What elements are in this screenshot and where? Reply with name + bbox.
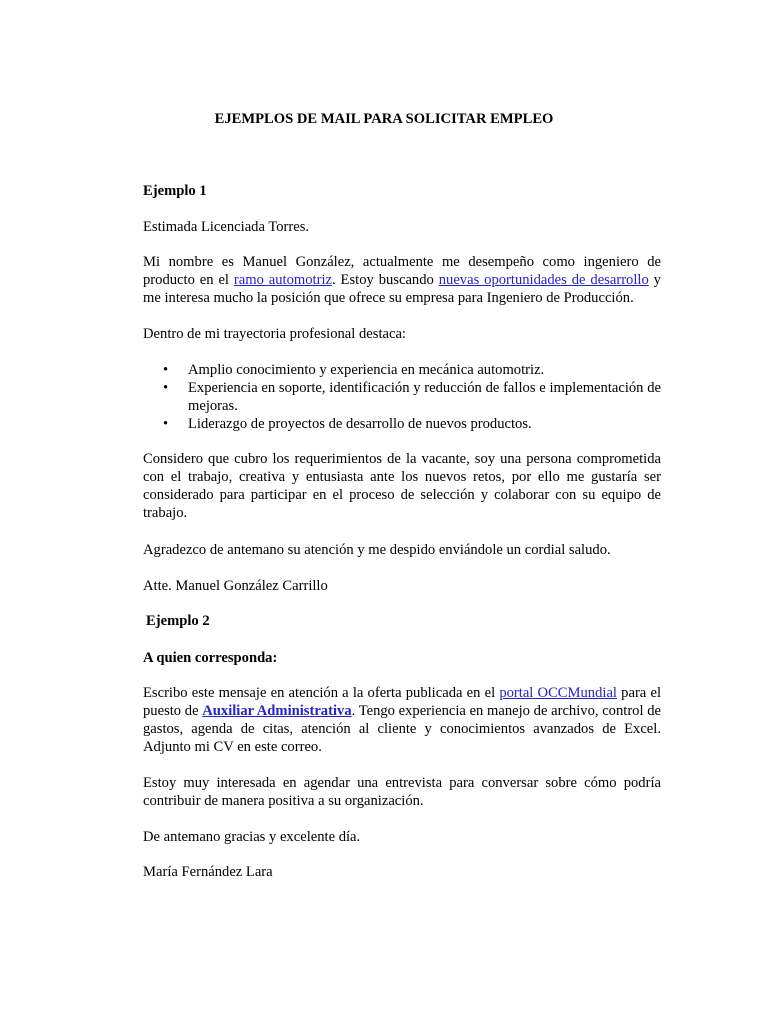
example1-bullet-list [143,361,661,433]
nuevas-oportunidades-link[interactable]: nuevas oportunidades de desarrollo [438,272,649,288]
example1-paragraph-agradezco: Agradezco de antemano su atención y me despido enviándole un cordial saludo. [143,542,611,558]
example2-paragraph-intro [143,684,661,756]
auxiliar-administrativa-link[interactable]: Auxiliar Administrativa [202,703,352,719]
list-item [143,361,661,379]
example1-greeting: Estimada Licenciada Torres. [143,219,310,235]
portal-occmundial-link[interactable]: portal OCCMundial [499,685,617,701]
bullet-text: Amplio conocimiento y experiencia en mecánica automotriz. [188,362,545,378]
example2-intro-text-3: . Tengo experiencia en manejo de archivo, control de gastos, agenda de citas, atención al cliente y conocimientos avanzados de Excel. Adjunto mi CV en este correo. [143,703,661,755]
example2-paragraph-interesada: Estoy muy interesada en agendar una entrevista para conversar sobre cómo podría contribuir de manera positiva a su organización. [143,775,661,809]
example1-intro-text-2: . Estoy buscando [332,272,439,288]
list-item [143,379,661,415]
bullet-icon: • [163,362,169,378]
example2-paragraph-gracias: De antemano gracias y excelente día. [143,829,361,845]
example2-greeting: A quien corresponda: [143,650,278,666]
example2-heading: Ejemplo 2 [146,613,210,629]
example1-heading: Ejemplo 1 [143,183,207,199]
bullet-text: Liderazgo de proyectos de desarrollo de nuevos productos. [188,416,532,432]
example2-signature: María Fernández Lara [143,864,273,880]
example2-intro-text-2: para el puesto de [143,685,661,719]
list-item [143,415,661,433]
example1-intro-text-1: Mi nombre es Manuel González, actualmente me desempeño como ingeniero de producto en el [143,254,661,288]
example1-intro-text-3: y me interesa mucho la posición que ofrece su empresa para Ingeniero de Producción. [143,272,661,306]
ramo-automotriz-link[interactable]: ramo automotriz [233,272,332,288]
example1-signature: Atte. Manuel González Carrillo [143,578,328,594]
example1-paragraph-considero: Considero que cubro los requerimientos de la vacante, soy una persona comprometida con el trabajo, creativa y entusiasta ante los nuevos retos, por ello me gustaría ser considerado para participar en el proceso de selección y colaborar con su equipo de trabajo. [143,451,661,521]
document-title: EJEMPLOS DE MAIL PARA SOLICITAR EMPLEO [214,111,554,127]
bullet-text: Experiencia en soporte, identificación y reducción de fallos e implementación de mejoras. [188,380,661,414]
bullet-icon: • [163,380,169,396]
example1-paragraph-intro [143,253,661,307]
example2-intro-text-1: Escribo este mensaje en atención a la oferta publicada en el [143,685,500,701]
bullet-icon: • [163,416,169,432]
example1-paragraph-trayectoria: Dentro de mi trayectoria profesional destaca: [143,326,406,342]
